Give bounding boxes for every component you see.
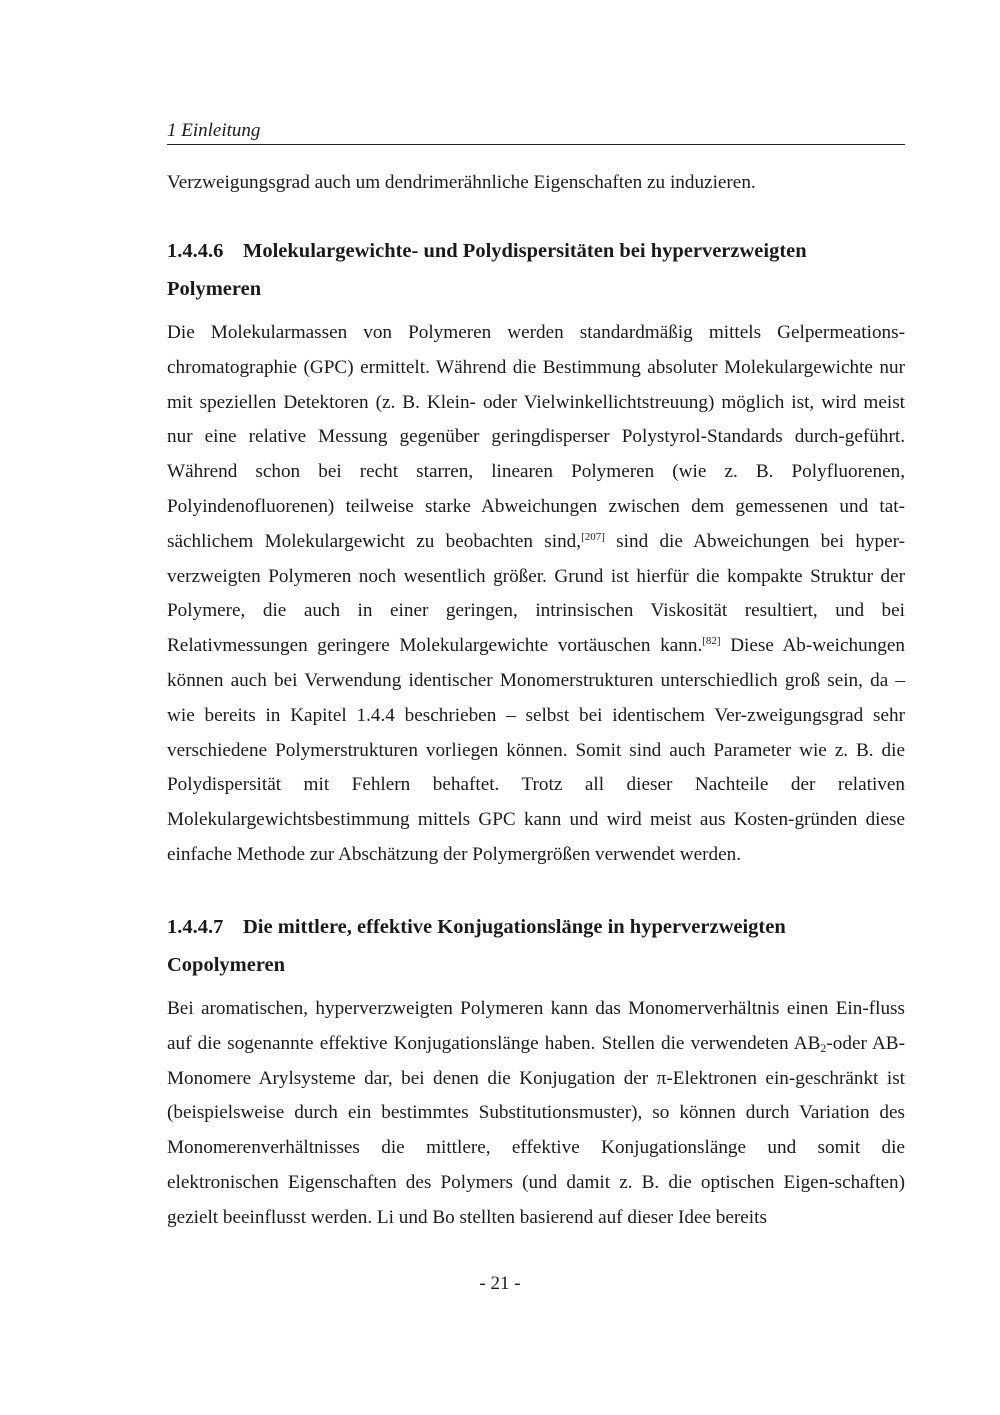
section-1-4-4-6: [167, 232, 905, 308]
section-title: Molekulargewichte- und Polydispersitäten bei hyperverzweigten: [243, 240, 807, 262]
section-1-body: [167, 316, 905, 873]
section-2-body: [167, 992, 905, 1236]
section-title: Die mittlere, effektive Konjugationslänge in hyperverzweigten: [243, 916, 786, 938]
section-heading: [167, 908, 905, 984]
section-number: 1.4.4.7: [167, 916, 224, 938]
running-header: [167, 119, 905, 145]
section-1-4-4-7: [167, 908, 905, 984]
chapter-title: 1 Einleitung: [167, 120, 261, 141]
subscript: 2: [820, 1040, 827, 1055]
body-paragraph: Die Molekularmassen von Polymeren werden standardmäßig mittels Gelpermeations-chromatographie (GPC) ermittelt. Während die Bestimmung absoluter Molekulargewichte nur mit speziellen Detektoren (z. B. Klein- oder Vielwinkellichtstreuung) möglich ist, wird meist nur eine relative Messung gegenüber geringdisperser Polystyrol-Standards durch-geführt. Während schon bei recht starren, linearen Polymeren (wie z. B. Polyfluorenen, Polyindenofluorenen) teilweise starke Abweichungen zwischen dem gemessenen und tat-sächlichem Molekulargewicht zu beobachten sind,[207] sind die Abweichungen bei hyper-verzweigten Polymeren noch wesentlich größer. Grund ist hierfür die kompakte Struktur der Polymere, die auch in einer geringen, intrinsischen Viskosität resultiert, und bei Relativmessungen geringere Molekulargewichte vortäuschen kann.[82] Diese Ab-weichungen können auch bei Verwendung identischer Monomerstrukturen unterschiedlich groß sein, da – wie bereits in Kapitel 1.4.4 beschrieben – selbst bei identischem Ver-zweigungsgrad sehr verschiedene Polymerstrukturen vorliegen können. Somit sind auch Parameter wie z. B. die Polydispersität mit Fehlern behaftet. Trotz all dieser Nachteile der relativen Molekulargewichtsbestimmung mittels GPC kann und wird meist aus Kosten-gründen diese einfache Methode zur Abschätzung der Polymergrößen verwendet werden.: [167, 322, 906, 865]
section-number: 1.4.4.6: [167, 240, 224, 262]
page-number: - 21 -: [479, 1273, 521, 1294]
body-paragraph: Bei aromatischen, hyperverzweigten Polymeren kann das Monomerverhältnis einen Ein-fluss auf die sogenannte effektive Konjugationslänge haben. Stellen die verwendeten $AB_2$-oder AB-Monomere Arylsysteme dar, bei denen die Konjugation der π-Elektronen ein-geschränkt ist (beispielsweise durch ein bestimmtes Substitutionsmuster), so können durch Variation des Monomerenverhältnisses die mittlere, effektive Konjugationslänge und somit die elektronischen Eigenschaften des Polymers (und damit z. B. die optischen Eigen-schaften) gezielt beeinflusst werden. Li und Bo stellten basierend auf dieser Idee bereits: [167, 998, 905, 1228]
citation-ref: [82]: [702, 635, 721, 648]
section-title-line2: Polymeren: [167, 278, 262, 300]
section-title-line2: Copolymeren: [167, 954, 286, 976]
intro-paragraph: Verzweigungsgrad auch um dendrimerähnliche Eigenschaften zu induzieren.: [167, 172, 756, 193]
section-heading: [167, 232, 905, 308]
citation-ref: [207]: [581, 530, 605, 543]
